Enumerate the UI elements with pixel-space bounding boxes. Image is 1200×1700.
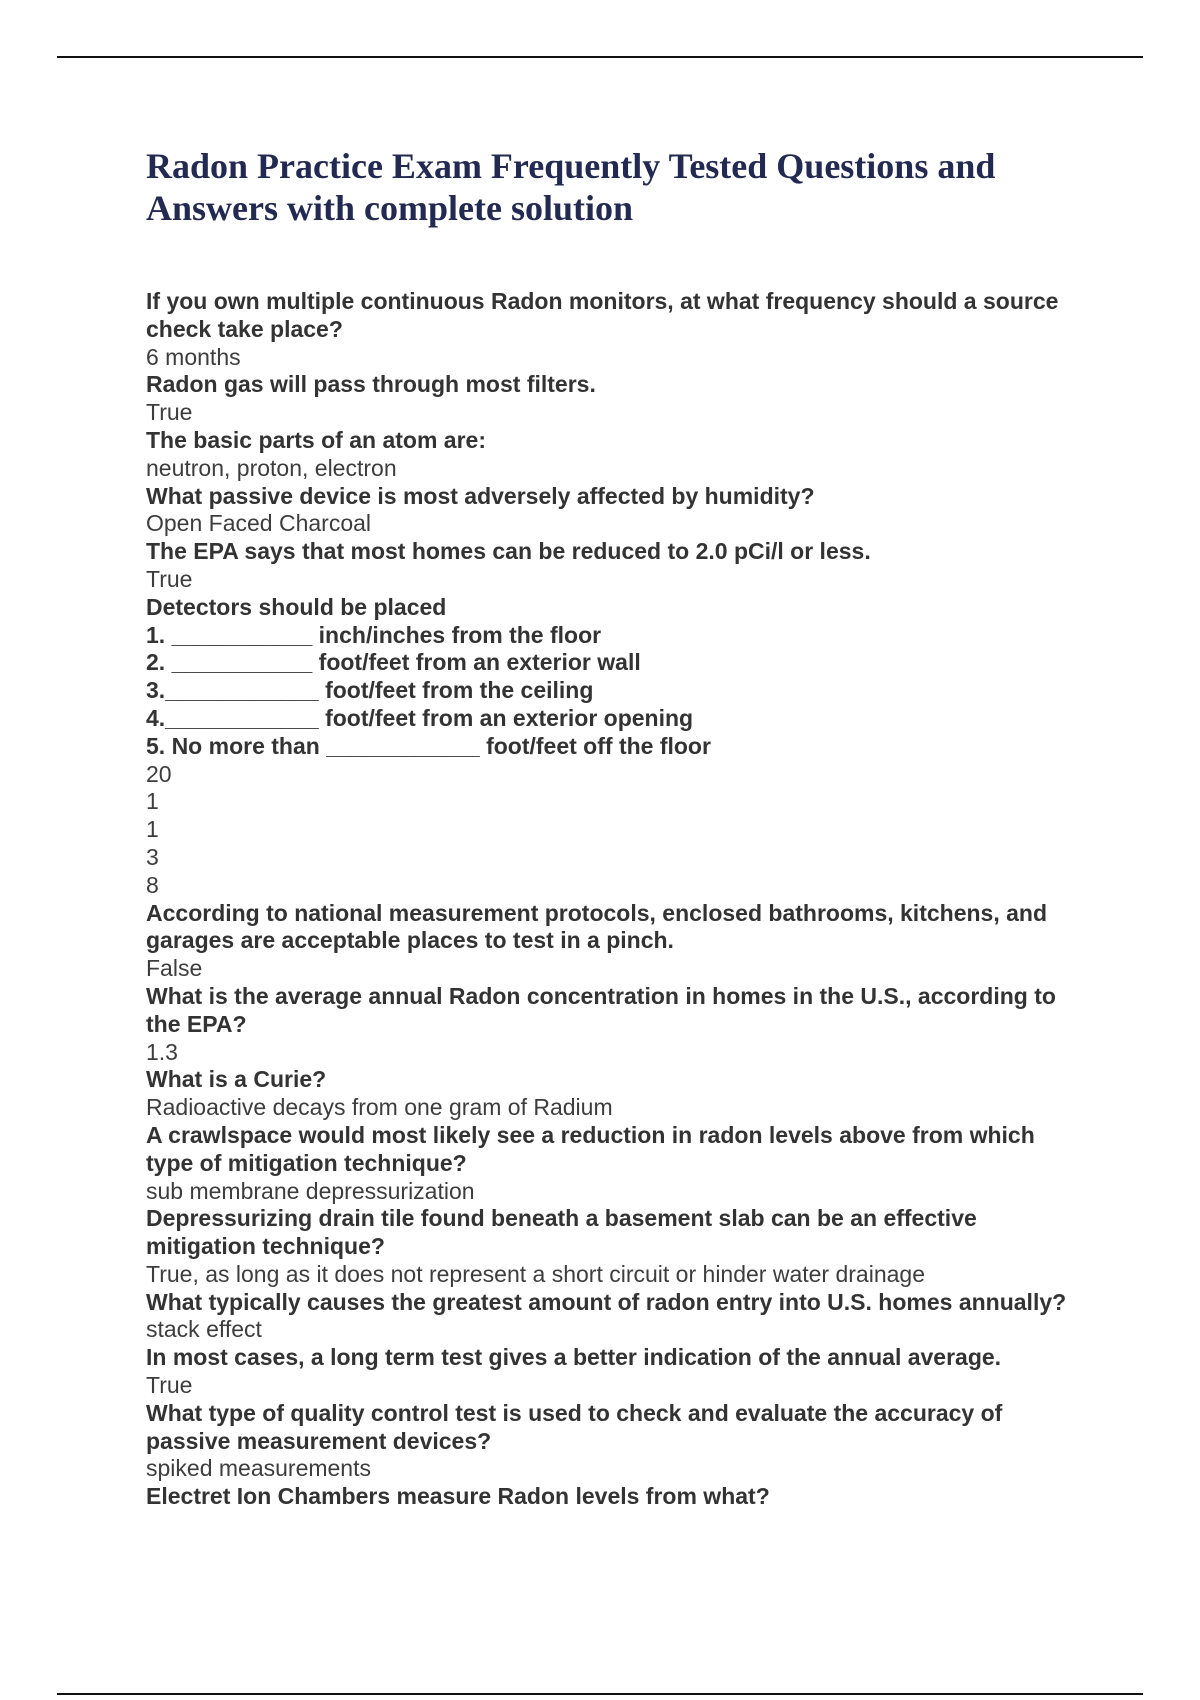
- answer-text: True: [146, 399, 193, 426]
- question-text: What passive device is most adversely affected by humidity?: [146, 482, 815, 509]
- question-text: Radon gas will pass through most filters.: [146, 371, 596, 398]
- detectors-blank-line: 4.____________ foot/feet from an exterior opening: [146, 704, 694, 731]
- detectors-blank-line: 3.____________ foot/feet from the ceiling: [146, 677, 594, 704]
- detectors-answer: 20: [146, 760, 172, 787]
- answer-text: spiked measurements: [146, 1455, 371, 1482]
- detectors-blank-line: 1. ___________ inch/inches from the floor: [146, 621, 602, 648]
- answer-text: 6 months: [146, 343, 241, 370]
- answer-text: False: [146, 955, 203, 982]
- question-text: What type of quality control test is used to check and evaluate the accuracy of passive measurement devices?: [146, 1399, 1003, 1454]
- question-text: A crawlspace would most likely see a reduction in radon levels above from which type of mitigation technique?: [146, 1121, 1035, 1176]
- question-text: The EPA says that most homes can be reduced to 2.0 pCi/l or less.: [146, 538, 871, 565]
- question-text: What is the average annual Radon concentration in homes in the U.S., according to the EPA?: [146, 982, 1056, 1037]
- question-text: Depressurizing drain tile found beneath a basement slab can be an effective mitigation technique?: [146, 1205, 977, 1260]
- answer-text: True: [146, 565, 193, 592]
- qa-list: [146, 288, 1076, 1511]
- footer-rule: [57, 1693, 1143, 1695]
- question-text: The basic parts of an atom are:: [146, 426, 486, 453]
- answer-text: 1.3: [146, 1038, 178, 1065]
- answer-text: True, as long as it does not represent a short circuit or hinder water drainage: [146, 1260, 926, 1287]
- answer-text: neutron, proton, electron: [146, 454, 397, 481]
- page-title: Radon Practice Exam Frequently Tested Questions and Answers with complete solution: [146, 146, 996, 228]
- detectors-answer: 1: [146, 816, 159, 843]
- answer-text: stack effect: [146, 1316, 262, 1343]
- question-text: What typically causes the greatest amount of radon entry into U.S. homes annually?: [146, 1288, 1067, 1315]
- detectors-blank-line: 5. No more than ____________ foot/feet off the floor: [146, 732, 711, 759]
- question-text: What is a Curie?: [146, 1066, 327, 1093]
- question-text: If you own multiple continuous Radon monitors, at what frequency should a source check take place?: [146, 288, 1059, 342]
- detectors-blank-line: 2. ___________ foot/feet from an exterior wall: [146, 649, 641, 676]
- question-text: In most cases, a long term test gives a better indication of the annual average.: [146, 1344, 1002, 1371]
- detectors-question-intro: Detectors should be placed: [146, 593, 447, 620]
- detectors-answer: 3: [146, 843, 159, 870]
- question-text: According to national measurement protocols, enclosed bathrooms, kitchens, and garages are acceptable places to test in a pinch.: [146, 899, 1047, 954]
- question-text: Electret Ion Chambers measure Radon levels from what?: [146, 1483, 770, 1510]
- detectors-answer: 8: [146, 871, 159, 898]
- answer-text: Radioactive decays from one gram of Radium: [146, 1094, 613, 1121]
- answer-text: sub membrane depressurization: [146, 1177, 475, 1204]
- detectors-answer: 1: [146, 788, 159, 815]
- header-rule: [57, 56, 1143, 58]
- answer-text: Open Faced Charcoal: [146, 510, 372, 537]
- answer-text: True: [146, 1372, 193, 1399]
